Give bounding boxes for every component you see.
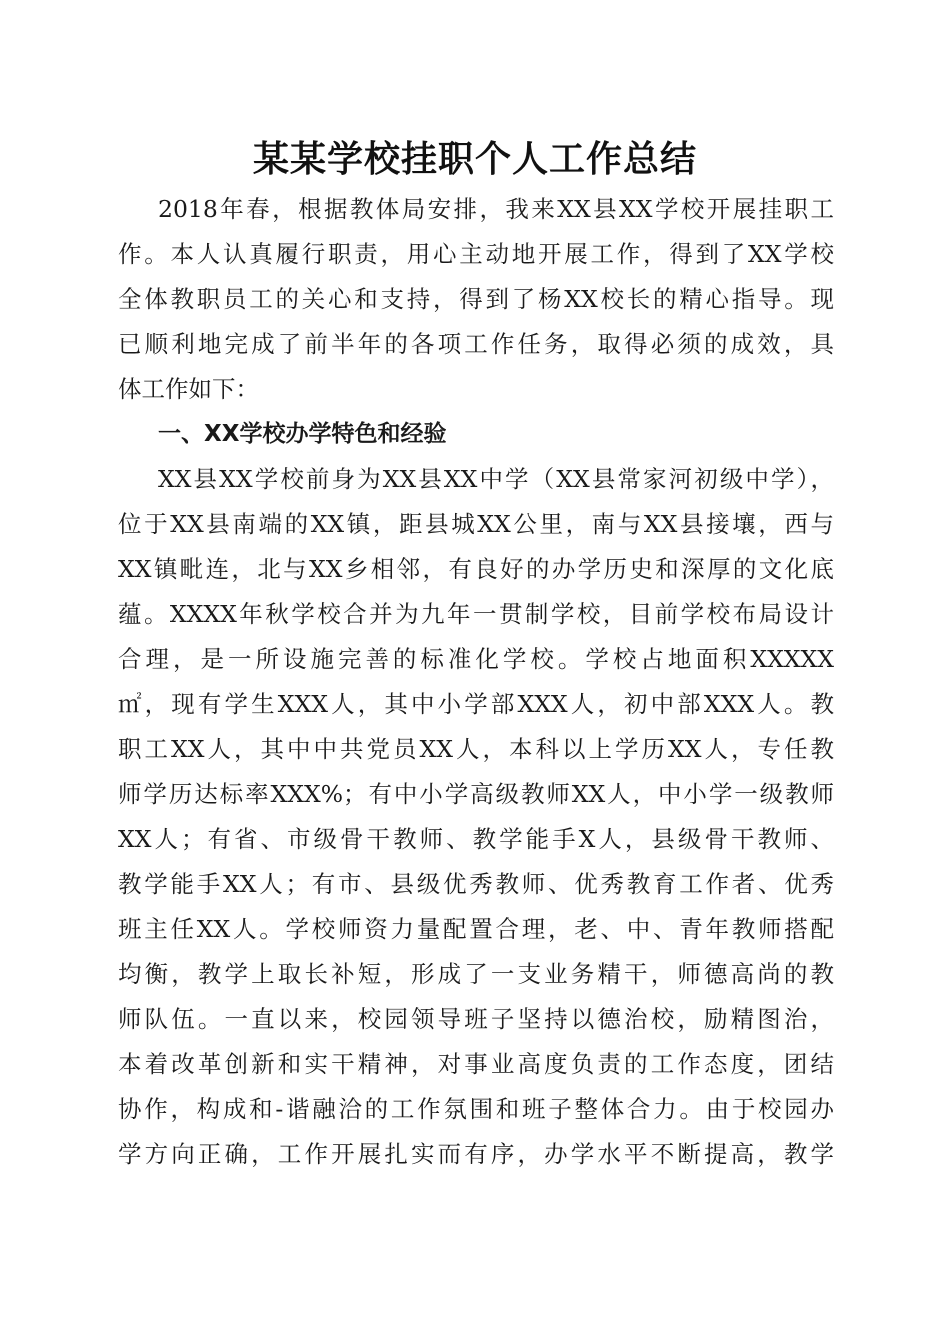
text-line: 师学历达标率XXX%；有中小学高级教师XX人，中小学一级教师 (118, 780, 834, 808)
text-line: 本着改革创新和实干精神，对事业高度负责的工作态度，团结 (118, 1050, 834, 1078)
section-heading: 一、XX学校办学特色和经验 (158, 421, 447, 447)
text-line: XX县XX学校前身为XX县XX中学（XX县常家河初级中学）， (158, 465, 834, 493)
paragraph-intro (118, 187, 834, 412)
text-line: 协作，构成和-谐融洽的工作氛围和班子整体合力。由于校园办 (118, 1095, 834, 1123)
document-title: 某某学校挂职个人工作总结 (252, 138, 697, 180)
document-body (118, 187, 834, 1177)
text-line: XX镇毗连，北与XX乡相邻，有良好的办学历史和深厚的文化底 (118, 555, 834, 583)
text-line: 蕴。XXXX年秋学校合并为九年一贯制学校，目前学校布局设计 (118, 600, 834, 628)
text-line: 位于XX县南端的XX镇，距县城XX公里，南与XX县接壤，西与 (118, 510, 834, 538)
text-line: 体工作如下： (118, 375, 259, 403)
text-line: 作。本人认真履行职责，用心主动地开展工作，得到了XX学校 (118, 240, 834, 268)
text-line: 职工XX人，其中中共党员XX人，本科以上学历XX人，专任教 (118, 735, 834, 763)
text-line: 师队伍。一直以来，校园领导班子坚持以德治校，励精图治， (118, 1005, 834, 1033)
text-line: 已顺利地完成了前半年的各项工作任务，取得必须的成效，具 (118, 330, 834, 358)
text-line: 合理，是一所设施完善的标准化学校。学校占地面积XXXXX (118, 645, 834, 673)
text-line: 2018年春，根据教体局安排，我来XX县XX学校开展挂职工 (158, 195, 834, 223)
text-line: 班主任XX人。学校师资力量配置合理，老、中、青年教师搭配 (118, 915, 834, 943)
text-line: 均衡，教学上取长补短，形成了一支业务精干，师德高尚的教 (118, 960, 834, 988)
text-line: 学方向正确，工作开展扎实而有序，办学水平不断提高，教学 (118, 1140, 834, 1168)
text-line: 教学能手XX人；有市、县级优秀教师、优秀教育工作者、优秀 (118, 870, 834, 898)
text-line: ㎡，现有学生XXX人，其中小学部XXX人，初中部XXX人。教 (118, 690, 834, 718)
text-line: XX人；有省、市级骨干教师、教学能手X人，县级骨干教师、 (118, 825, 834, 853)
text-line: 全体教职员工的关心和支持，得到了杨XX校长的精心指导。现 (118, 285, 834, 313)
paragraph-school-profile (118, 457, 834, 1177)
